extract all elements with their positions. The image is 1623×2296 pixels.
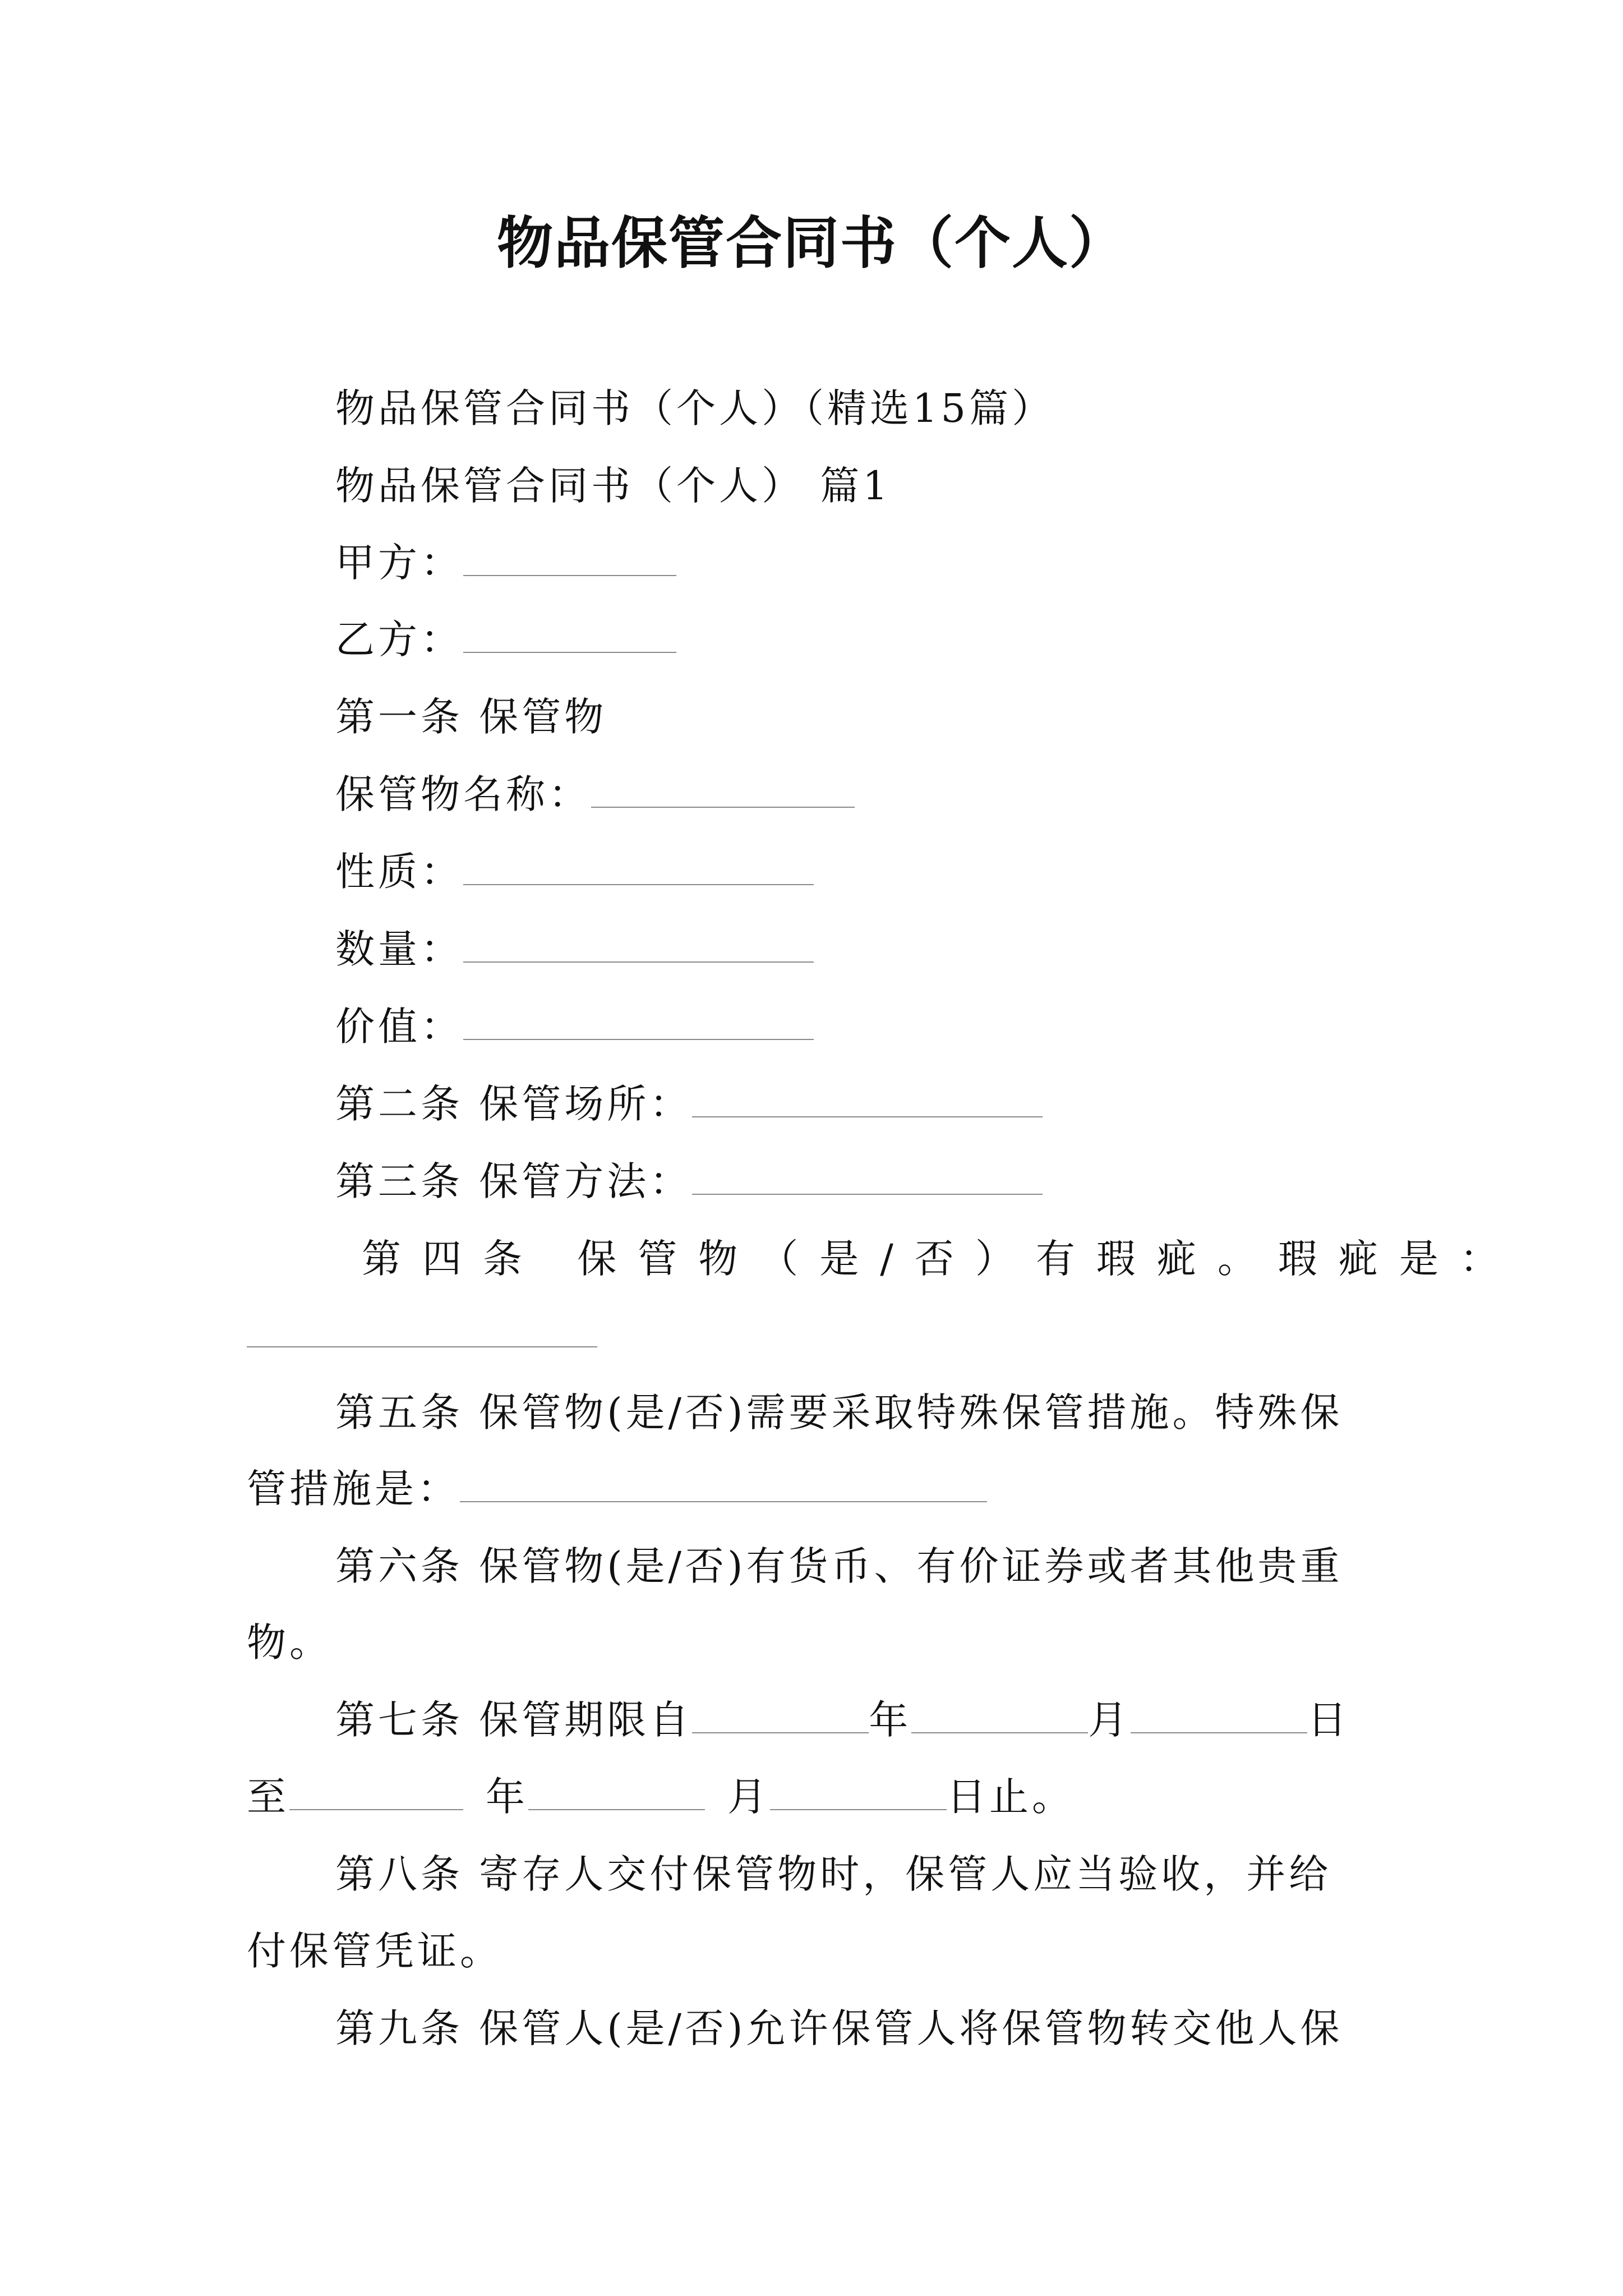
article-7-to-label: 至 [247, 1774, 289, 1820]
article-7-start-label: 第七条 保管期限自 [335, 1697, 693, 1743]
article-5-blank [460, 1467, 987, 1502]
end-year-label: 年 [486, 1774, 528, 1820]
article-1: 第一条 保管物 [335, 694, 607, 740]
start-day-blank [1131, 1699, 1307, 1733]
party-a-row [335, 536, 676, 590]
article-3-row [335, 1154, 1043, 1208]
document-subtitle: 物品保管合同书（个人）（精选15篇） [335, 385, 1055, 431]
party-a-blank [463, 541, 676, 576]
party-b-blank [463, 618, 676, 653]
article-8-line-1: 第八条 寄存人交付保管物时，保管人应当验收，并给 [335, 1851, 1332, 1897]
item-name-blank [591, 773, 855, 808]
article-5-line-2: 管措施是： [247, 1466, 460, 1512]
start-day-label: 日 [1307, 1697, 1350, 1743]
quantity-label: 数量： [335, 926, 463, 972]
article-5-row-2 [247, 1462, 987, 1516]
article-3-blank [692, 1160, 1043, 1195]
nature-row [335, 845, 814, 899]
document-title: 物品保管合同书（个人） [497, 210, 1126, 276]
article-8-line-2: 付保管凭证。 [247, 1928, 502, 1974]
article-2-label: 第二条 保管场所： [335, 1081, 693, 1127]
article-7-end-label: 日止。 [947, 1774, 1075, 1820]
article-6-line-2: 物。 [247, 1619, 332, 1665]
quantity-row [335, 922, 814, 976]
end-month-label: 月 [727, 1774, 770, 1820]
article-2-blank [692, 1083, 1043, 1117]
party-b-row [335, 613, 676, 666]
nature-blank [463, 850, 814, 885]
article-2-row [335, 1077, 1043, 1131]
nature-label: 性质： [335, 849, 463, 895]
article-7-row-1 [335, 1693, 1350, 1747]
party-b-label: 乙方： [335, 616, 463, 662]
start-year-label: 年 [869, 1697, 912, 1743]
item-name-label: 保管物名称： [335, 771, 591, 817]
value-blank [463, 1005, 814, 1040]
end-day-blank [770, 1775, 947, 1810]
start-month-label: 月 [1088, 1697, 1131, 1743]
article-5-line-1: 第五条 保管物(是/否)需要采取特殊保管措施。特殊保 [335, 1389, 1343, 1435]
start-month-blank [911, 1699, 1088, 1733]
end-year-blank [289, 1775, 463, 1810]
article-3-label: 第三条 保管方法： [335, 1158, 693, 1204]
article-4: 第四条 保管物（是/否）有瑕疵。瑕疵是： [362, 1236, 1520, 1282]
article-7-row-2 [247, 1770, 1075, 1824]
section-heading: 物品保管合同书（个人） 篇1 [335, 463, 891, 509]
end-month-blank [528, 1775, 705, 1810]
article-9-line-1: 第九条 保管人(是/否)允许保管人将保管物转交他人保 [335, 2005, 1343, 2051]
item-name-row [335, 767, 855, 821]
quantity-blank [463, 928, 814, 963]
party-a-label: 甲方： [335, 540, 463, 586]
value-row [335, 1000, 814, 1053]
article-4-blank [247, 1346, 597, 1347]
value-label: 价值： [335, 1004, 463, 1050]
start-year-blank [692, 1699, 869, 1733]
article-6-line-1: 第六条 保管物(是/否)有货币、有价证券或者其他贵重 [335, 1543, 1343, 1589]
